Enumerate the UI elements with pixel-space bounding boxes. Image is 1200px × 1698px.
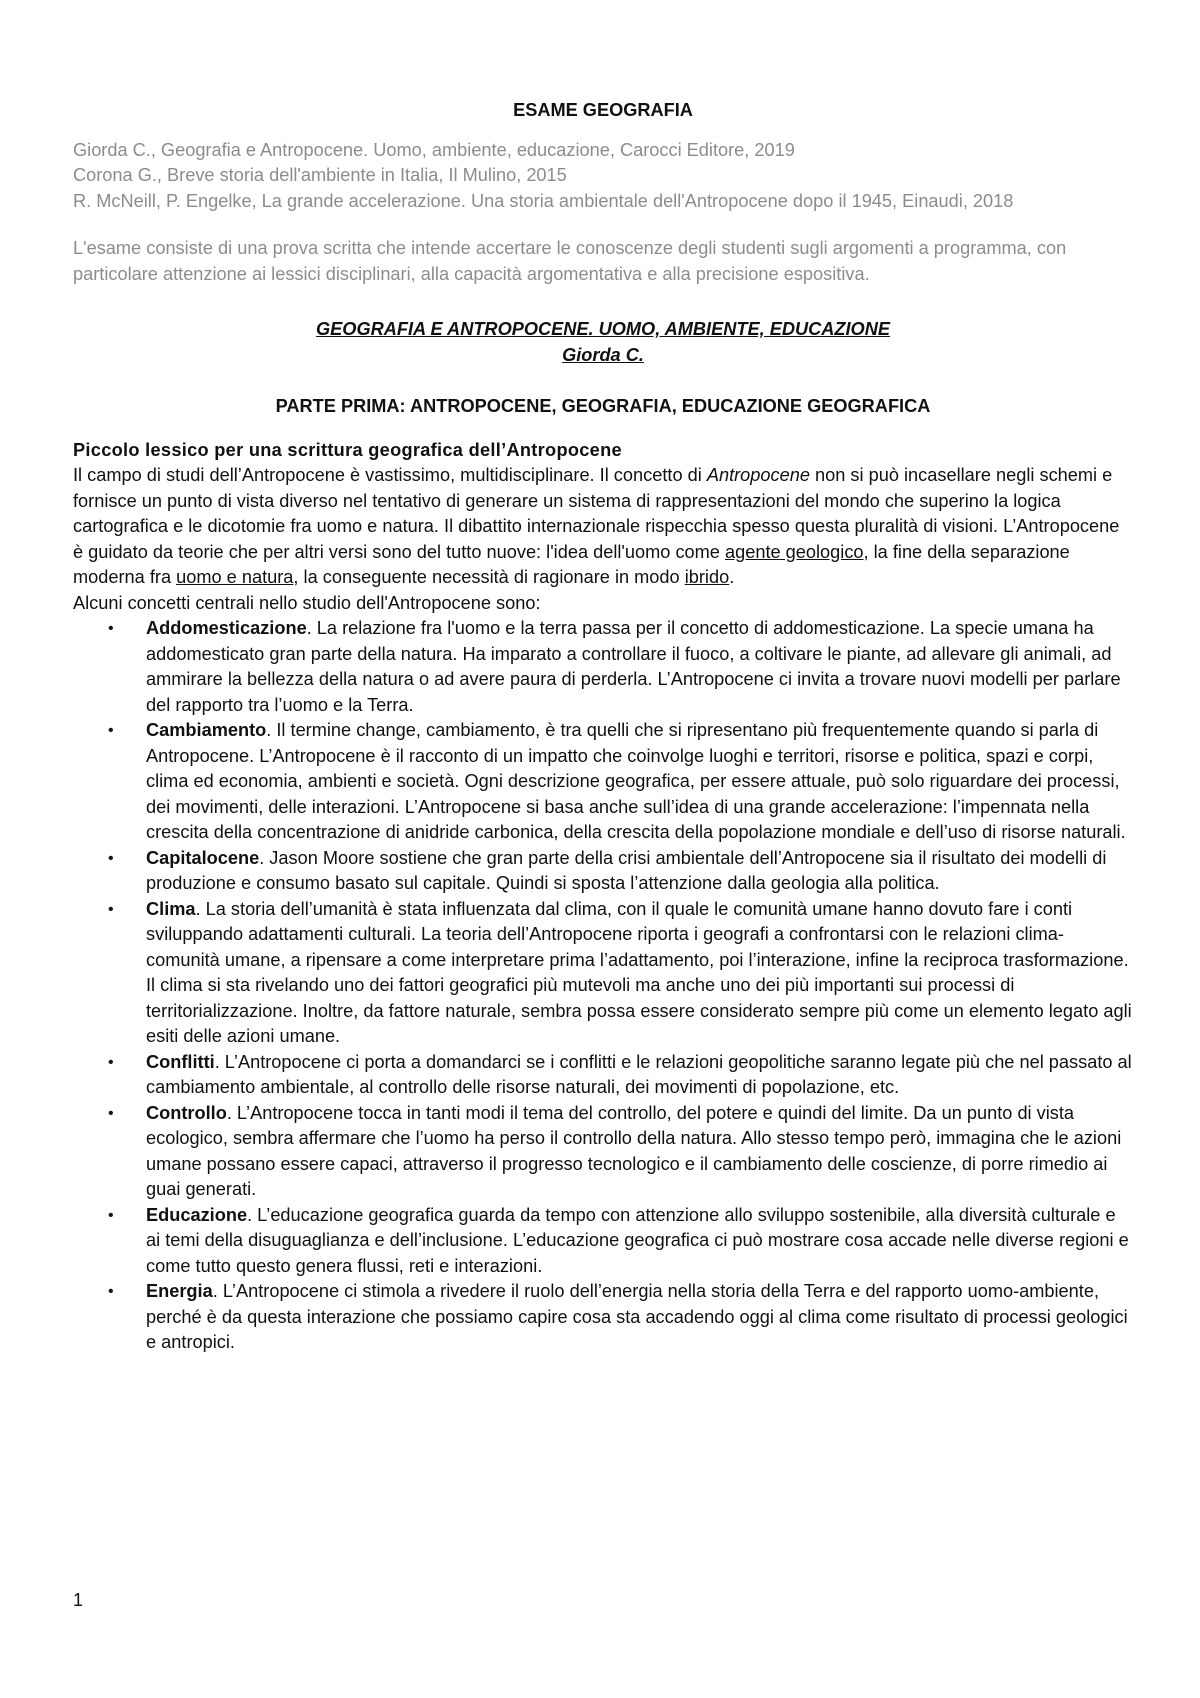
underlined-term: uomo e natura	[176, 567, 294, 587]
concept-term: Energia	[146, 1281, 213, 1301]
list-item	[73, 718, 1133, 846]
list-intro: Alcuni concetti centrali nello studio dell'Antropocene sono:	[73, 592, 541, 613]
list-item	[73, 1279, 1133, 1356]
book-title: GEOGRAFIA E ANTROPOCENE. UOMO, AMBIENTE, EDUCAZIONE	[316, 319, 890, 339]
list-item	[73, 846, 1133, 897]
concept-text: . La storia dell’umanità è stata influenzata dal clima, con il quale le comunità umane hanno dovuto fare i conti sviluppando adattamenti culturali. La teoria dell’Antropocene riporta i geografi a confrontarsi con le relazioni clima-comunità umane, a ripensare a come interpretare prima l’adattamento, poi l’interazione, infine la reciproca trasformazione. Il clima si sta rivelando uno dei fattori geografici più mutevoli ma anche uno dei più importanti sui processi di territorializzazione. Inoltre, da fattore naturale, sembra possa essere considerato sempre più come un elemento legato agli esiti delle azioni umane.	[146, 898, 1132, 1046]
bullet-icon: •	[108, 620, 114, 637]
concept-term: Educazione	[146, 1204, 248, 1225]
concept-term: Controllo	[146, 1102, 227, 1123]
concept-text: . L’Antropocene ci stimola a rivedere il ruolo dell’energia nella storia della Terra e del rapporto uomo-ambiente, perché è da questa interazione che possiamo capire cosa sta accadendo oggi al clima come risultato di processi geologici e antropici.	[146, 1281, 1128, 1352]
bullet-icon: •	[108, 722, 114, 739]
reference-list	[73, 138, 1133, 215]
list-item	[73, 1203, 1133, 1280]
underlined-term: agente geologico	[724, 541, 864, 562]
concept-term: Addomesticazione	[146, 618, 307, 638]
section-paragraph: Il campo di studi dell’Antropocene è vastissimo, multidisciplinare. Il concetto di Antropocene non si può incasellare negli schemi e fornisce un punto di vista diverso nel tentativo di generare un sistema di rappresentazioni del mondo che superino la logica cartografica e le dicotomie fra uomo e natura. Il dibattito internazionale rispecchia spesso questa pluralità di visioni. L’Antropocene è guidato da teorie che per altri versi sono del tutto nuove: l'idea dell'uomo come agente geologico, la fine della separazione moderna fra uomo e natura, la conseguente necessità di ragionare in modo ibrido.	[73, 465, 1120, 587]
concept-term: Conflitti	[146, 1051, 215, 1072]
document-title: ESAME GEOGRAFIA	[513, 100, 693, 120]
bullet-icon: •	[108, 1283, 114, 1300]
reference-item: Corona G., Breve storia dell'ambiente in Italia, Il Mulino, 2015	[73, 165, 567, 185]
bullet-icon: •	[108, 1104, 114, 1122]
reference-item: Giorda C., Geografia e Antropocene. Uomo, ambiente, educazione, Carocci Editore, 2019	[73, 139, 795, 160]
section-heading: Piccolo lessico per una scrittura geografica dell’Antropocene	[73, 439, 622, 460]
concept-text: . Jason Moore sostiene che gran parte della crisi ambientale dell’Antropocene sia il risultato dei modelli di produzione e consumo basato sul capitale. Quindi si sposta l’attenzione dalla geologia alla politica.	[146, 847, 1107, 893]
part-heading: PARTE PRIMA: ANTROPOCENE, GEOGRAFIA, EDUCAZIONE GEOGRAFICA	[275, 396, 931, 416]
concept-term: Cambiamento	[146, 720, 267, 740]
bullet-icon: •	[108, 1053, 114, 1071]
concept-text: . La relazione fra l'uomo e la terra passa per il concetto di addomesticazione. La specie umana ha addomesticato gran parte della natura. Ha imparato a controllare il fuoco, a coltivare le piante, ad allevare gli animali, ad ammirare la bellezza della natura o ad avere paura di perderla. L’Antropocene ci invita a trovare nuovi modelli per parlare del rapporto tra l’uomo e la Terra.	[146, 618, 1121, 715]
bullet-icon: •	[108, 849, 114, 867]
list-item	[73, 616, 1133, 718]
exam-description: L'esame consiste di una prova scritta che intende accertare le conoscenze degli studenti sugli argomenti a programma, con particolare attenzione ai lessici disciplinari, alla capacità argomentativa e alla precisione espositiva.	[73, 238, 1067, 284]
concept-term: Clima	[146, 898, 196, 919]
list-item	[73, 1050, 1133, 1101]
list-item	[73, 897, 1133, 1050]
concept-term: Capitalocene	[146, 847, 260, 868]
emphasis-term: Antropocene	[706, 465, 810, 485]
concept-text: . L’educazione geografica guarda da tempo con attenzione allo sviluppo sostenibile, alla diversità culturale e ai temi della disuguaglianza e dell’inclusione. L’educazione geografica ci può mostrare cosa accade nelle diverse regioni e come tutto questo genera flussi, reti e interazioni.	[146, 1204, 1129, 1276]
list-item	[73, 1101, 1133, 1203]
page-number: 1	[73, 1590, 84, 1610]
concept-text: . L’Antropocene ci porta a domandarci se i conflitti e le relazioni geopolitiche saranno legate più che nel passato al cambiamento ambientale, al controllo delle risorse naturali, dei movimenti di popolazione, etc.	[146, 1051, 1132, 1097]
underlined-term: ibrido	[684, 567, 730, 587]
bullet-icon: •	[108, 900, 114, 918]
concept-text: . Il termine change, cambiamento, è tra quelli che si ripresentano più frequentemente quando si parla di Antropocene. L’Antropocene è il racconto di un impatto che coinvolge luoghi e territori, risorse e politica, spazi e corpi, clima ed economia, ambienti e società. Ogni descrizione geografica, per essere attuale, può solo riguardare dei processi, dei movimenti, delle interazioni. L’Antropocene si basa anche sull’idea di una grande accelerazione: l’impennata nella crescita della concentrazione di anidride carbonica, della crescita della popolazione mondiale e dell’uso di risorse naturali.	[146, 720, 1126, 842]
bullet-icon: •	[108, 1206, 114, 1224]
document-body	[73, 98, 1133, 1356]
concept-text: . L’Antropocene tocca in tanti modi il tema del controllo, del potere e quindi del limite. Da un punto di vista ecologico, sembra affermare che l’uomo ha perso il controllo della natura. Allo stesso tempo però, immagina che le azioni umane possano essere capaci, attraverso il progresso tecnologico e il cambiamento delle coscienze, di porre rimedio ai guai generati.	[146, 1102, 1122, 1199]
book-author: Giorda C.	[562, 344, 644, 365]
reference-item: R. McNeill, P. Engelke, La grande accelerazione. Una storia ambientale dell'Antropocene dopo il 1945, Einaudi, 2018	[73, 190, 1014, 211]
concept-list	[73, 616, 1133, 1356]
